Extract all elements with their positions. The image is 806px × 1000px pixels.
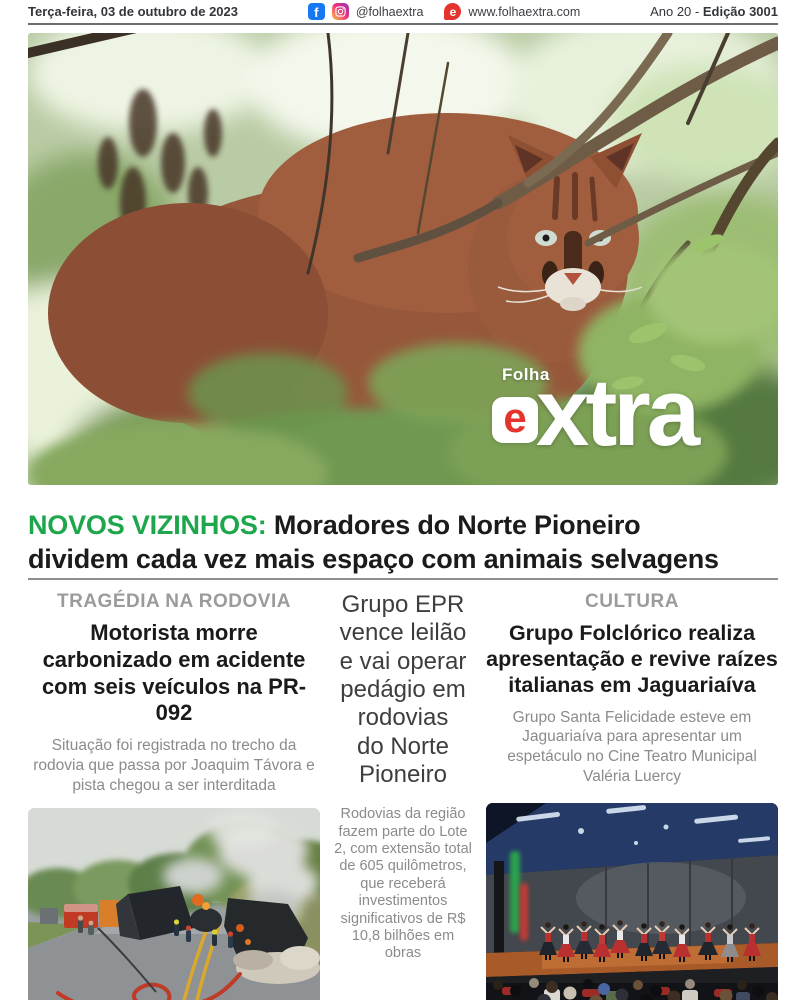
right-kicker: CULTURA (585, 591, 679, 612)
logo-e-letter: e (503, 394, 527, 441)
main-headline (28, 508, 778, 576)
theater-photo-illustration (486, 803, 778, 1000)
article-culture (486, 591, 778, 1000)
folhaextra-logo-icon (444, 3, 461, 20)
main-photo-puma (28, 33, 778, 485)
left-title: Motorista morre carbonizado em acidente com seis veículos na PR-092 (41, 620, 307, 726)
headline-line-1 (28, 508, 778, 542)
instagram-camera-glyph (335, 6, 346, 17)
light-truss (494, 861, 504, 955)
headline-rest: Moradores do Norte Pioneiro (266, 510, 641, 541)
right-subtitle: Grupo Santa Felicidade esteve em Jaguariaíva para apresentar um espetáculo no Cine Teatro Municipal Valéria Luercy (507, 708, 757, 785)
social-links (308, 3, 580, 20)
headline-kicker: NOVOS VIZINHOS: (28, 510, 267, 541)
right-title: Grupo Folclórico realiza apresentação e revive raízes italianas em Jaguariaíva (486, 621, 778, 698)
website-url[interactable]: www.folhaextra.com (468, 4, 581, 19)
accident-photo (28, 808, 320, 1000)
logo-e-box (492, 394, 538, 443)
date-text: Terça-feira, 03 de outubro de 2023 (28, 4, 238, 19)
topbar (28, 0, 778, 23)
folha-extra-logo (492, 325, 732, 466)
article-epr-toll (334, 591, 472, 1000)
article-road-tragedy (28, 591, 320, 1000)
green-stage-light (510, 851, 520, 933)
instagram-icon[interactable] (332, 3, 349, 20)
middle-subtitle: Rodovias da região fazem parte do Lote 2, com extensão total de 605 quilômetros, que receberá investimentos significativos de R$ 10,8 bilhões em obras (334, 806, 472, 962)
articles-row (28, 591, 778, 1000)
section-divider (28, 578, 778, 580)
middle-title: Grupo EPR vence leilão e vai operar pedágio em rodovias do Norte Pioneiro (339, 591, 467, 788)
accident-photo-illustration (28, 808, 320, 1000)
edition-year: Ano 20 - (650, 4, 703, 19)
theater-photo (486, 803, 778, 1000)
social-handle[interactable]: @folhaextra (355, 4, 424, 19)
left-kicker: TRAGÉDIA NA RODOVIA (57, 591, 291, 612)
edition-info (650, 4, 778, 19)
red-stage-light (520, 883, 528, 941)
facebook-glyph: f (314, 5, 319, 21)
logo-xtra-text: xtra (536, 359, 697, 466)
topbar-divider (28, 23, 778, 25)
logo-folha-text: Folha (502, 365, 550, 384)
logo-glyph: e (449, 4, 457, 19)
facebook-icon[interactable] (308, 3, 325, 20)
headline-line-2: dividem cada vez mais espaço com animais selvagens (28, 544, 719, 575)
edition-number: Edição 3001 (702, 4, 778, 19)
left-subtitle: Situação foi registrada no trecho da rodovia que passa por Joaquim Távora e pista chegou a ser interditada (33, 737, 315, 794)
